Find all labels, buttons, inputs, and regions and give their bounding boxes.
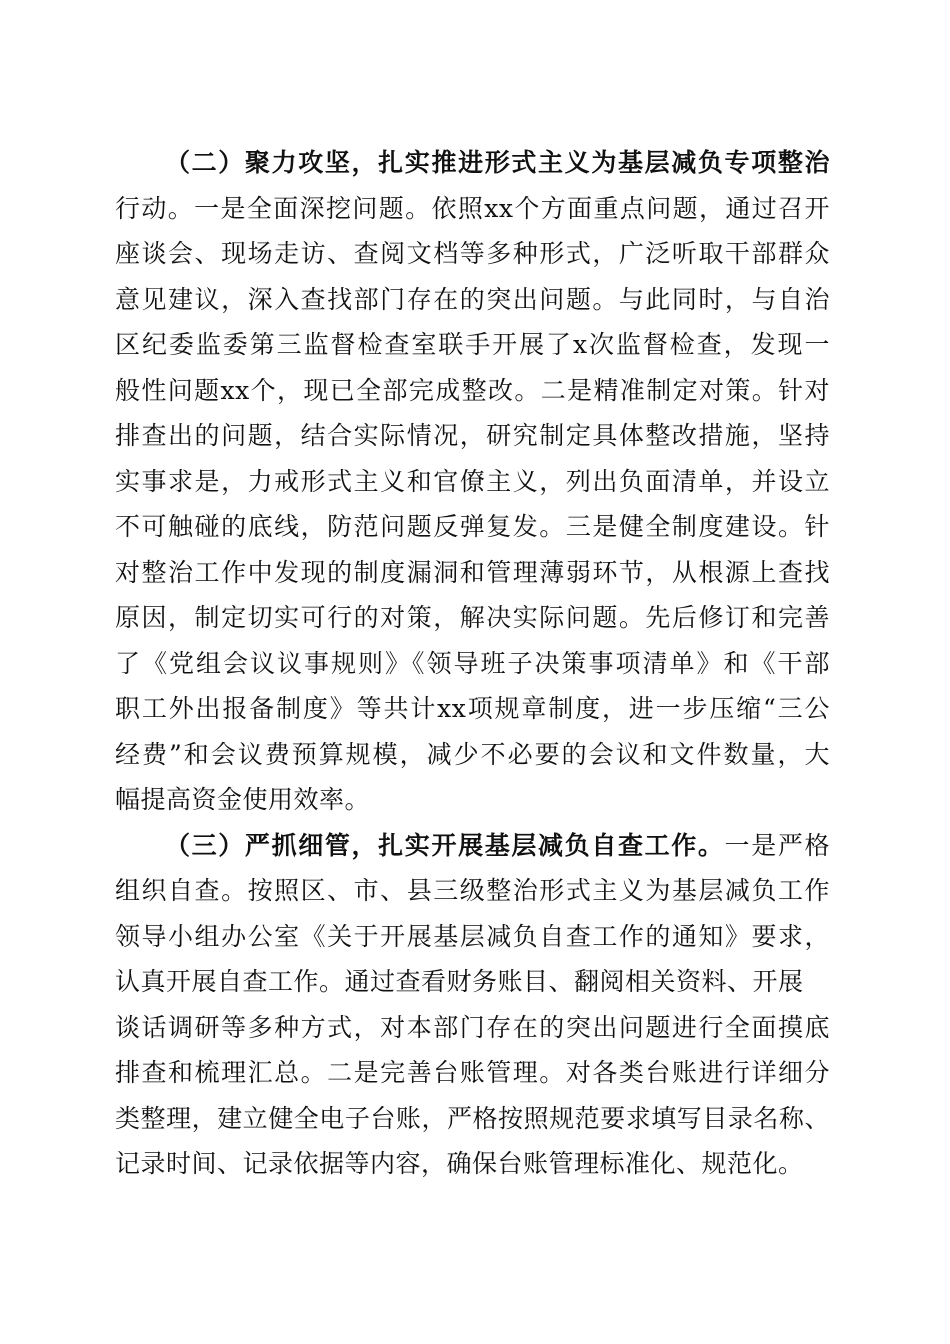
- paragraph-line: 认真开展自查工作。通过查看财务账目、翻阅相关资料、开展: [115, 967, 804, 996]
- section-three-heading-rest: 一是严格: [724, 830, 830, 860]
- paragraph-line: 不可触碰的底线，防范问题反弹复发。三是健全制度建设。针: [115, 512, 830, 541]
- paragraph-line: 幅提高资金使用效率。: [115, 785, 371, 814]
- paragraph-line: 组织自查。按照区、市、县三级整治形式主义为基层减负工作: [115, 876, 830, 905]
- paragraph-line: 般性问题xx个，现已全部完成整改。二是精准制定对策。针对: [115, 375, 830, 405]
- paragraph-line: 类整理，建立健全电子台账，严格按照规范要求填写目录名称、: [115, 1103, 830, 1133]
- paragraph-line: 职工外出报备制度》等共计xx项规章制度，进一步压缩“三公: [115, 694, 830, 723]
- paragraph-line: 对整治工作中发现的制度漏洞和管理薄弱环节，从根源上查找: [115, 557, 830, 587]
- paragraph-line: 领导小组办公室《关于开展基层减负自查工作的通知》要求，: [115, 921, 830, 951]
- paragraph-line: 谈话调研等多种方式，对本部门存在的突出问题进行全面摸底: [115, 1012, 830, 1042]
- paragraph-line: 座谈会、现场走访、查阅文档等多种形式，广泛听取干部群众: [115, 239, 830, 268]
- section-two-heading: （二）聚力攻坚，扎实推进形式主义为基层减负专项整治: [165, 148, 830, 177]
- paragraph-line: 实事求是，力戒形式主义和官僚主义，列出负面清单，并设立: [115, 466, 830, 496]
- paragraph-line: 经费”和会议费预算规模，减少不必要的会议和文件数量，大: [115, 739, 830, 769]
- paragraph-line: 原因，制定切实可行的对策，解决实际问题。先后修订和完善: [115, 603, 830, 632]
- paragraph-line: 区纪委监委第三监督检查室联手开展了x次监督检查，发现一: [115, 330, 830, 359]
- paragraph-line: 意见建议，深入查找部门存在的突出问题。与此同时，与自治: [115, 284, 830, 314]
- paragraph-line: 记录时间、记录依据等内容，确保台账管理标准化、规范化。: [115, 1149, 804, 1178]
- paragraph-line: 排查出的问题，结合实际情况，研究制定具体整改措施，坚持: [115, 421, 830, 450]
- section-three-heading-bold: （三）严抓细管，扎实开展基层减负自查工作。: [165, 830, 725, 860]
- document-body: [115, 140, 830, 1187]
- paragraph-line: 了《党组会议议事规则》《领导班子决策事项清单》和《干部: [115, 648, 830, 678]
- paragraph-line: 行动。一是全面深挖问题。依照xx个方面重点问题，通过召开: [115, 193, 830, 223]
- paragraph-line: 排查和梳理汇总。二是完善台账管理。对各类台账进行详细分: [115, 1058, 830, 1087]
- section-three-heading: [115, 823, 830, 869]
